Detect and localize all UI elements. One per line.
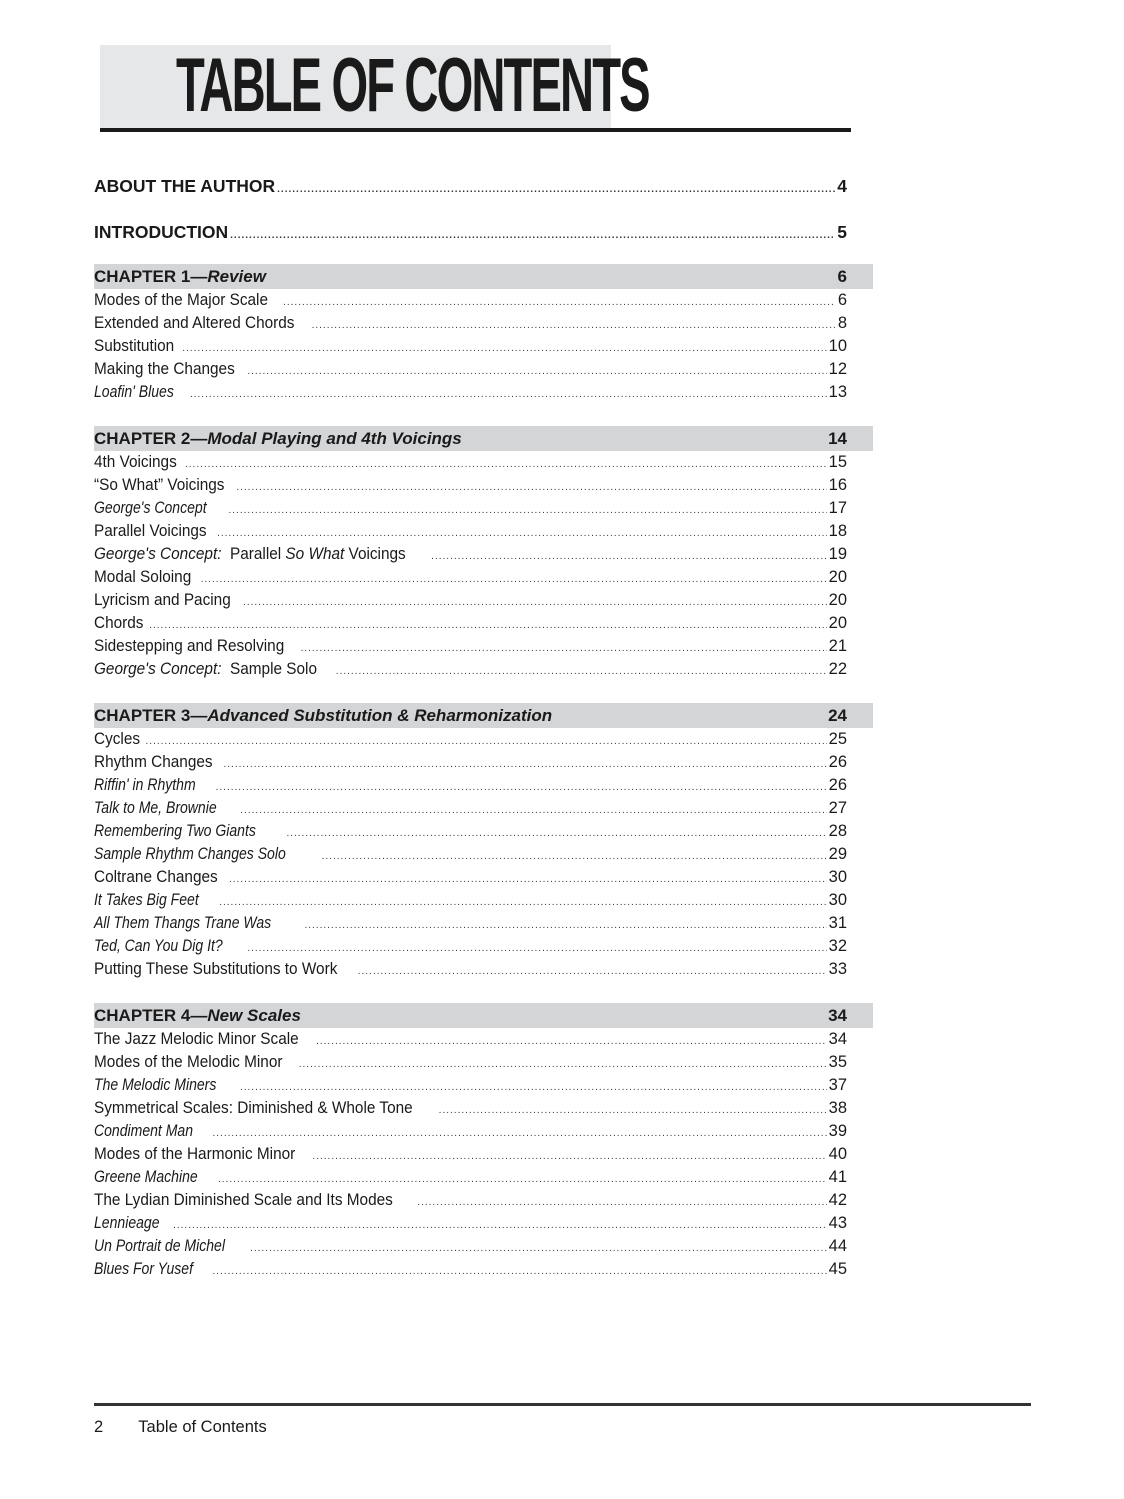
toc-entry[interactable]: [94, 312, 873, 335]
toc-entry[interactable]: [94, 820, 873, 843]
chapter-heading[interactable]: [94, 1003, 873, 1028]
entry-label: It Takes Big Feet: [94, 891, 199, 909]
entry-page: 4: [837, 176, 847, 196]
chapter-title: [94, 706, 828, 726]
entry-label: Remembering Two Giants: [94, 822, 256, 840]
entry-page: 28: [828, 822, 847, 840]
entry-label: Greene Machine: [94, 1168, 198, 1186]
entry-label: Cycles: [94, 730, 141, 748]
toc-entry[interactable]: [94, 1212, 873, 1235]
dot-leader: [336, 660, 827, 683]
chapter-title: [94, 429, 828, 449]
chapter-number: CHAPTER 2—: [94, 428, 208, 448]
chapter-title: [94, 267, 838, 287]
entry-page: 18: [828, 522, 847, 540]
dot-leader: [247, 360, 826, 383]
toc-entry[interactable]: [94, 289, 873, 312]
entry-label: Substitution: [94, 337, 175, 355]
toc-entry[interactable]: [94, 1097, 873, 1120]
chapter-number: CHAPTER 4—: [94, 1005, 208, 1025]
entry-label: Talk to Me, Brownie: [94, 799, 217, 817]
toc-entry[interactable]: [94, 566, 873, 589]
dot-leader: [240, 799, 826, 822]
entry-label: [94, 543, 406, 566]
dot-leader: [312, 1145, 826, 1168]
toc-entry[interactable]: [94, 1120, 873, 1143]
entry-page: 38: [828, 1099, 847, 1117]
toc-entry[interactable]: [94, 1143, 873, 1166]
entry-label: INTRODUCTION: [94, 222, 229, 242]
entry-page: 19: [828, 545, 847, 563]
entry-label: [94, 658, 317, 681]
dot-leader: [312, 314, 835, 337]
entry-label-part: So What: [285, 545, 345, 563]
entry-page: 40: [828, 1145, 847, 1163]
entry-page: 41: [828, 1168, 847, 1186]
entry-label: Modes of the Major Scale: [94, 291, 268, 309]
entry-page: 34: [828, 1030, 847, 1048]
toc-entry[interactable]: [94, 451, 873, 474]
entry-page: 25: [828, 730, 847, 748]
entry-label: Lennieage: [94, 1214, 160, 1232]
entry-page: 8: [837, 314, 847, 332]
entry-label: Lyricism and Pacing: [94, 591, 231, 609]
toc-entry[interactable]: [94, 474, 873, 497]
dot-leader: [250, 1237, 827, 1260]
entry-page: 6: [837, 291, 847, 309]
entry-label-part: George's Concept:: [94, 660, 222, 678]
dot-leader: [301, 637, 827, 660]
toc-entry[interactable]: [94, 612, 873, 635]
entry-label-part: George's Concept:: [94, 545, 222, 563]
entry-page: 26: [828, 753, 847, 771]
toc-entry[interactable]: [94, 889, 873, 912]
entry-label: The Lydian Diminished Scale and Its Modes: [94, 1191, 393, 1209]
entry-label: Parallel Voicings: [94, 522, 207, 540]
entry-label: Symmetrical Scales: Diminished & Whole Tone: [94, 1099, 413, 1117]
dot-leader: [212, 1260, 826, 1283]
entry-page: 22: [828, 660, 847, 678]
entry-label: “So What” Voicings: [94, 476, 225, 494]
entry-page: 5: [837, 222, 847, 242]
chapter-heading[interactable]: [94, 426, 873, 451]
chapter-list: [94, 264, 873, 1281]
entry-label: Sample Rhythm Changes Solo: [94, 845, 286, 863]
toc-entry[interactable]: [94, 843, 873, 866]
chapter-heading[interactable]: [94, 703, 873, 728]
dot-leader: [439, 1099, 827, 1122]
toc-entry[interactable]: [94, 1258, 873, 1281]
toc-entry[interactable]: [94, 774, 873, 797]
chapter-number: CHAPTER 3—: [94, 705, 208, 725]
toc-entry[interactable]: [94, 912, 873, 935]
entry-label: Riffin' in Rhythm: [94, 776, 196, 794]
chapter-title: [94, 1006, 828, 1026]
dot-leader: [277, 176, 835, 204]
footer-page-number: 2: [94, 1418, 104, 1436]
dot-leader: [228, 499, 826, 522]
entry-label: All Them Thangs Trane Was: [94, 914, 272, 932]
toc-entry[interactable]: [94, 1028, 873, 1051]
entry-label: ABOUT THE AUTHOR: [94, 176, 276, 196]
entry-page: 43: [828, 1214, 847, 1232]
dot-leader: [299, 1053, 827, 1076]
entry-page: 12: [828, 360, 847, 378]
toc-entry[interactable]: [94, 635, 873, 658]
dot-leader: [286, 822, 826, 845]
toc-entry[interactable]: [94, 1235, 873, 1258]
entry-label: The Jazz Melodic Minor Scale: [94, 1030, 299, 1048]
footer-section-title: Table of Contents: [138, 1418, 267, 1436]
dot-leader: [190, 383, 827, 406]
entry-label: Modal Soloing: [94, 568, 192, 586]
entry-page: 27: [828, 799, 847, 817]
dot-leader: [229, 868, 827, 891]
entry-label: Loafin' Blues: [94, 383, 174, 401]
entry-page: 20: [828, 568, 847, 586]
toc-entry[interactable]: [94, 958, 873, 981]
toc-entry[interactable]: [94, 381, 873, 404]
page-footer: [94, 1418, 267, 1437]
entry-page: 15: [828, 453, 847, 471]
dot-leader: [182, 337, 826, 360]
dot-leader: [431, 545, 826, 568]
entry-page: 31: [828, 914, 847, 932]
entry-page: 26: [828, 776, 847, 794]
toc-entry[interactable]: [94, 1189, 873, 1212]
entry-page: 30: [828, 868, 847, 886]
dot-leader: [283, 291, 835, 314]
dot-leader: [304, 914, 826, 937]
entry-page: 17: [828, 499, 847, 517]
chapter-page: 24: [828, 705, 847, 725]
dot-leader: [218, 1168, 827, 1191]
toc-entry[interactable]: [94, 543, 873, 566]
chapter-subtitle: Review: [207, 266, 266, 286]
entry-label-part: Voicings: [344, 545, 406, 563]
entry-label: Putting These Substitutions to Work: [94, 960, 338, 978]
dot-leader: [185, 453, 827, 476]
entry-page: 37: [828, 1076, 847, 1094]
entry-label: Modes of the Harmonic Minor: [94, 1145, 296, 1163]
entry-page: 20: [828, 591, 847, 609]
dot-leader: [243, 591, 827, 614]
entry-label: Ted, Can You Dig It?: [94, 937, 223, 955]
toc-entry[interactable]: [94, 497, 873, 520]
entry-page: 21: [828, 637, 847, 655]
chapter-page: 14: [828, 428, 847, 448]
entry-label: 4th Voicings: [94, 453, 177, 471]
dot-leader: [322, 845, 827, 868]
chapter-heading[interactable]: [94, 264, 873, 289]
entry-page: 35: [828, 1053, 847, 1071]
dot-leader: [417, 1191, 826, 1214]
entry-page: 44: [828, 1237, 847, 1255]
dot-leader: [236, 476, 826, 499]
dot-leader: [216, 776, 827, 799]
chapter-subtitle: New Scales: [207, 1005, 301, 1025]
toc-entry[interactable]: [94, 520, 873, 543]
toc-entry[interactable]: [94, 658, 873, 681]
dot-leader: [146, 730, 827, 753]
dot-leader: [217, 522, 827, 545]
dot-leader: [212, 1122, 826, 1145]
entry-label: Condiment Man: [94, 1122, 194, 1140]
dot-leader: [230, 222, 835, 250]
entry-page: 20: [828, 614, 847, 632]
entry-page: 33: [828, 960, 847, 978]
toc-entry[interactable]: [94, 1051, 873, 1074]
table-of-contents: [94, 172, 873, 1281]
entry-label-part: Sample Solo: [221, 660, 318, 678]
title-rule: [100, 128, 851, 132]
toc-entry[interactable]: [94, 1166, 873, 1189]
toc-entry[interactable]: [94, 797, 873, 820]
entry-label: Un Portrait de Michel: [94, 1237, 225, 1255]
entry-page: 45: [828, 1260, 847, 1278]
dot-leader: [358, 960, 827, 983]
entry-label-part: Parallel: [221, 545, 286, 563]
entry-page: 42: [828, 1191, 847, 1209]
entry-page: 30: [828, 891, 847, 909]
dot-leader: [240, 1076, 827, 1099]
toc-entry[interactable]: [94, 335, 873, 358]
entry-label: Blues For Yusef: [94, 1260, 194, 1278]
toc-entry[interactable]: [94, 866, 873, 889]
toc-entry[interactable]: [94, 935, 873, 958]
toc-entry[interactable]: [94, 1074, 873, 1097]
entry-page: 16: [828, 476, 847, 494]
entry-label: Rhythm Changes: [94, 753, 213, 771]
dot-leader: [219, 891, 826, 914]
entry-label: George's Concept: [94, 499, 207, 517]
entry-label: Coltrane Changes: [94, 868, 218, 886]
toc-entry[interactable]: [94, 589, 873, 612]
entry-label: Modes of the Melodic Minor: [94, 1053, 283, 1071]
dot-leader: [201, 568, 827, 591]
dot-leader: [149, 614, 826, 637]
footer-rule: [94, 1403, 1031, 1406]
toc-entry[interactable]: [94, 358, 873, 381]
chapter-number: CHAPTER 1—: [94, 266, 208, 286]
chapter-page: 34: [828, 1005, 847, 1025]
toc-entry[interactable]: [94, 751, 873, 774]
dot-leader: [173, 1214, 827, 1237]
entry-label: The Melodic Miners: [94, 1076, 217, 1094]
toc-entry[interactable]: [94, 728, 873, 751]
entry-page: 39: [828, 1122, 847, 1140]
entry-label: Making the Changes: [94, 360, 235, 378]
entry-page: 29: [828, 845, 847, 863]
dot-leader: [247, 937, 826, 960]
entry-page: 10: [828, 337, 847, 355]
toc-entry-introduction[interactable]: [94, 218, 873, 246]
dot-leader: [316, 1030, 827, 1053]
dot-leader: [223, 753, 826, 776]
toc-entry-about-author[interactable]: [94, 172, 873, 200]
entry-page: 13: [828, 383, 847, 401]
page-title: TABLE OF CONTENTS: [176, 43, 649, 128]
entry-label: Chords: [94, 614, 144, 632]
chapter-subtitle: Advanced Substitution & Reharmonization: [207, 705, 553, 725]
entry-label: Extended and Altered Chords: [94, 314, 295, 332]
chapter-subtitle: Modal Playing and 4th Voicings: [207, 428, 462, 448]
chapter-page: 6: [837, 266, 847, 286]
entry-label: Sidestepping and Resolving: [94, 637, 285, 655]
entry-page: 32: [828, 937, 847, 955]
